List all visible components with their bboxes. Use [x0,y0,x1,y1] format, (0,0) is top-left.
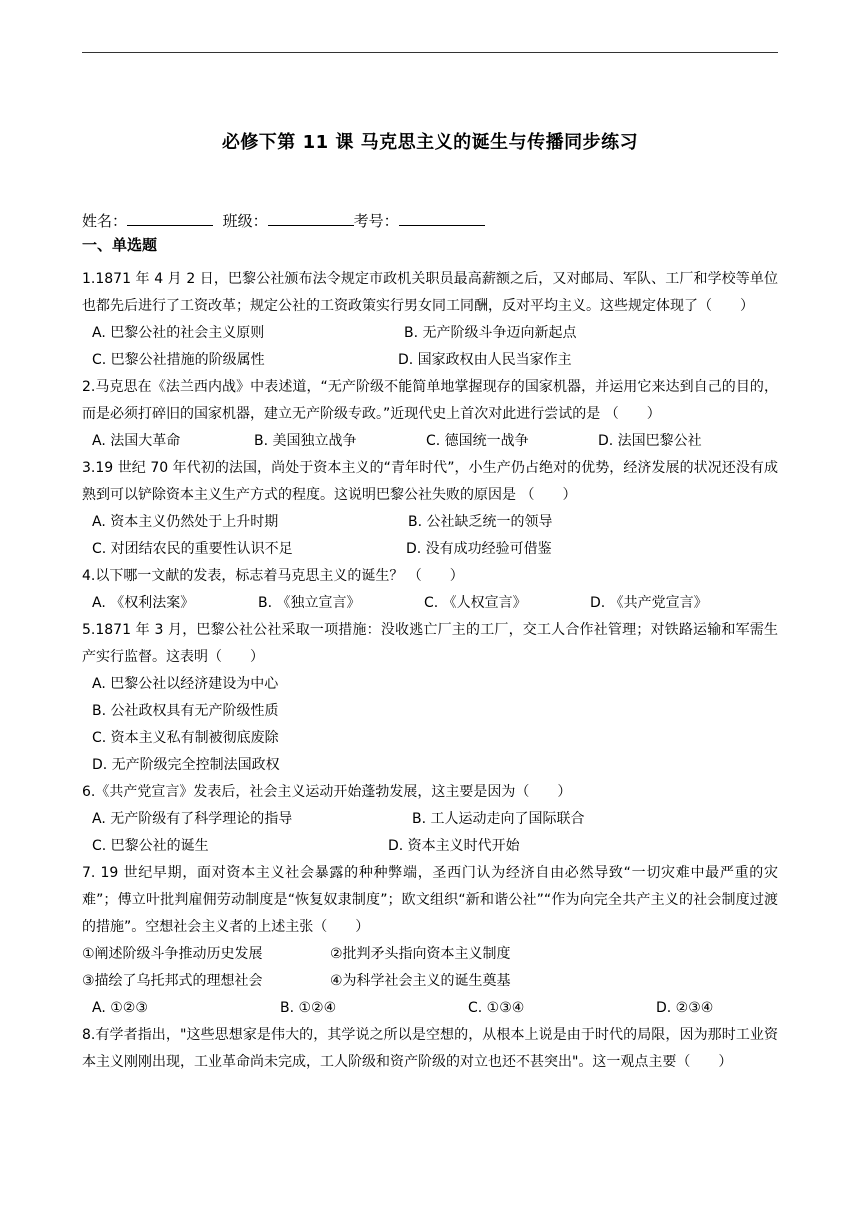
option-a[interactable]: A. 无产阶级有了科学理论的指导 [92,811,293,827]
option-b[interactable]: B. 美国独立战争 [254,433,357,449]
question-list [82,266,778,1076]
option-c[interactable]: C. 巴黎公社的诞生 [92,838,209,854]
option-d[interactable]: D. 无产阶级完全控制法国政权 [92,757,280,773]
option-row [82,347,778,374]
question-stem: 8.有学者指出，"这些思想家是伟大的，其学说之所以是空想的，从根本上说是由于时代的局限，因为那时工业资本主义刚刚出现，工业革命尚未完成，工人阶级和资产阶级的对立也还不甚突出"。这一观点主要（ ） [82,1027,778,1070]
option-d[interactable]: D. 《共产党宣言》 [590,595,708,611]
class-label: 班级： [222,212,268,230]
option-b[interactable]: B. 公社政权具有无产阶级性质 [92,703,279,719]
statement-2: ②批判矛头指向资本主义制度 [330,946,511,962]
statement-4: ④为科学社会主义的诞生奠基 [330,973,511,989]
question-4 [82,563,778,617]
option-b[interactable]: B. 《独立宣言》 [258,595,361,611]
question-stem: 3.19 世纪 70 年代初的法国，尚处于资本主义的“青年时代”，小生产仍占绝对的优势，经济发展的状况还没有成熟到可以铲除资本主义生产方式的程度。这说明巴黎公社失败的原因是 （ ） [82,460,778,503]
option-a[interactable]: A. 《权利法案》 [92,595,195,611]
option-d[interactable]: D. 资本主义时代开始 [388,838,520,854]
question-6 [82,779,778,860]
option-row [82,536,778,563]
option-c[interactable]: C. 德国统一战争 [426,433,529,449]
statement-3: ③描绘了乌托邦式的理想社会 [82,973,263,989]
class-blank[interactable] [268,211,354,226]
statement-1: ①阐述阶级斗争推动历史发展 [82,946,263,962]
option-d[interactable]: D. 法国巴黎公社 [598,433,702,449]
option-c[interactable]: C. 《人权宣言》 [424,595,527,611]
option-a[interactable]: A. 巴黎公社以经济建设为中心 [92,676,279,692]
option-d[interactable]: D. 国家政权由人民当家作主 [398,352,572,368]
option-row [82,428,778,455]
option-b[interactable]: B. 工人运动走向了国际联合 [412,811,585,827]
question-stem: 5.1871 年 3 月，巴黎公社公社采取一项措施：没收逃亡厂主的工厂，交工人合作社管理；对铁路运输和军需生产实行监督。这表明（ ） [82,622,778,665]
option-c[interactable]: C. 巴黎公社措施的阶级属性 [92,352,265,368]
number-label: 考号： [353,212,399,230]
section-heading: 一、单选题 [82,236,158,254]
page-title: 必修下第 11 课 马克思主义的诞生与传播同步练习 [221,132,639,153]
option-b[interactable]: B. 公社缺乏统一的领导 [408,514,553,530]
question-1 [82,266,778,374]
option-c[interactable]: C. ①③④ [468,1000,525,1016]
option-row [82,509,778,536]
header-rule [82,52,778,53]
student-info-line [82,210,485,231]
option-a[interactable]: A. ①②③ [92,1000,148,1016]
question-stem: 6.《共产党宣言》发表后，社会主义运动开始蓬勃发展，这主要是因为（ ） [82,784,572,800]
number-blank[interactable] [399,211,485,226]
question-stem: 1.1871 年 4 月 2 日，巴黎公社颁布法令规定市政机关职员最高薪额之后，又对邮局、军队、工厂和学校等单位也都先后进行了工资改革；规定公社的工资政策实行男女同工同酬，反对平均主义。这些规定体现了（ ） [82,271,778,314]
option-b[interactable]: B. 无产阶级斗争迈向新起点 [404,325,577,341]
statement-row [82,941,778,968]
question-7 [82,860,778,1022]
option-row [82,995,778,1022]
option-a[interactable]: A. 巴黎公社的社会主义原则 [92,325,265,341]
option-d[interactable]: D. ②③④ [656,1000,714,1016]
question-stem: 4.以下哪一文献的发表，标志着马克思主义的诞生？ （ ） [82,568,464,584]
option-d[interactable]: D. 没有成功经验可借鉴 [406,541,552,557]
option-c[interactable]: C. 对团结农民的重要性认识不足 [92,541,293,557]
name-label: 姓名： [82,212,128,230]
option-a[interactable]: A. 资本主义仍然处于上升时期 [92,514,279,530]
question-3 [82,455,778,563]
question-5 [82,617,778,779]
option-b[interactable]: B. ①②④ [280,1000,337,1016]
question-stem: 2.马克思在《法兰西内战》中表述道，“无产阶级不能简单地掌握现存的国家机器，并运用它来达到自己的目的，而是必须打碎旧的国家机器，建立无产阶级专政。”近现代史上首次对此进行尝试的是 （ ） [82,379,778,422]
option-row [82,590,778,617]
option-row [82,806,778,833]
option-row [82,320,778,347]
option-a[interactable]: A. 法国大革命 [92,433,181,449]
question-stem: 7. 19 世纪早期，面对资本主义社会暴露的种种弊端，圣西门认为经济自由必然导致“一切灾难中最严重的灾难”；傅立叶批判雇佣劳动制度是“恢复奴隶制度”；欧文组织“新和谐公社”“作为向完全共产主义的社会制度过渡的措施”。空想社会主义者的上述主张（ ） [82,865,778,935]
question-2 [82,374,778,455]
option-c[interactable]: C. 资本主义私有制被彻底废除 [92,730,279,746]
option-row [82,833,778,860]
statement-row [82,968,778,995]
question-8 [82,1022,778,1076]
name-blank[interactable] [127,211,213,226]
